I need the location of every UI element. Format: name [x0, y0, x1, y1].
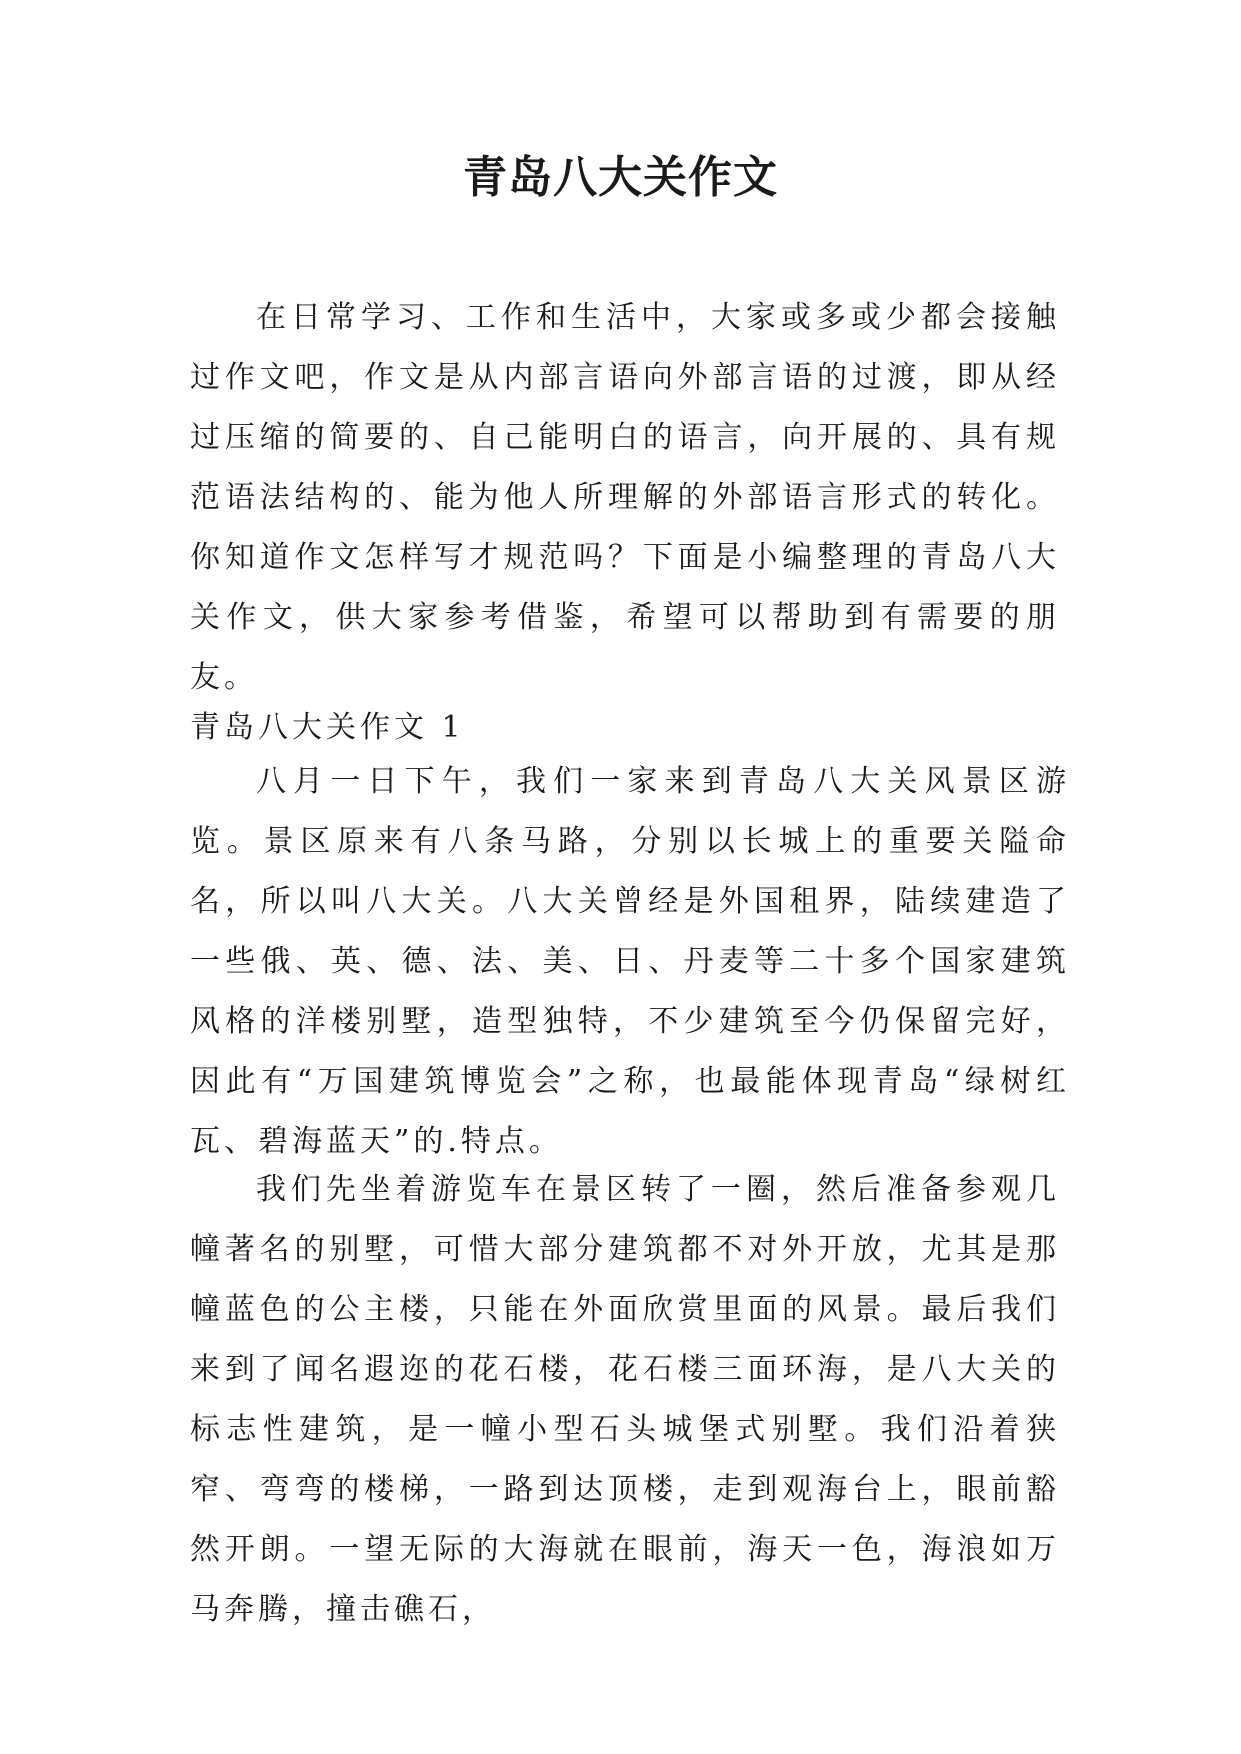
intro-paragraph: 在日常学习、工作和生活中，大家或多或少都会接触过作文吧，作文是从内部言语向外部言语的过渡，即从经过压缩的简要的、自己能明白的语言，向开展的、具有规范语法结构的、能为他人所理解的外部语言形式的转化。你知道作文怎样写才规范吗？下面是小编整理的青岛八大关作文，供大家参考借鉴，希望可以帮助到有需要的朋友。 [190, 300, 1060, 695]
document-title: 青岛八大关作文 [463, 152, 778, 203]
body-paragraph-1: 八月一日下午，我们一家来到青岛八大关风景区游览。景区原来有八条马路，分别以长城上的重要关隘命名，所以叫八大关。八大关曾经是外国租界，陆续建造了一些俄、英、德、法、美、日、丹麦等二十多个国家建筑风格的洋楼别墅，造型独特，不少建筑至今仍保留完好，因此有“万国建筑博览会”之称，也最能体现青岛“绿树红瓦、碧海蓝天”的.特点。 [190, 764, 1070, 1159]
section-heading: 青岛八大关作文 1 [190, 710, 465, 745]
body-paragraph-2: 我们先坐着游览车在景区转了一圈，然后准备参观几幢著名的别墅，可惜大部分建筑都不对外开放，尤其是那幢蓝色的公主楼，只能在外面欣赏里面的风景。最后我们来到了闻名遐迩的花石楼，花石楼三面环海，是八大关的标志性建筑，是一幢小型石头城堡式别墅。我们沿着狭窄、弯弯的楼梯，一路到达顶楼，走到观海台上，眼前豁然开朗。一望无际的大海就在眼前，海天一色，海浪如万马奔腾，撞击礁石， [190, 1172, 1060, 1627]
